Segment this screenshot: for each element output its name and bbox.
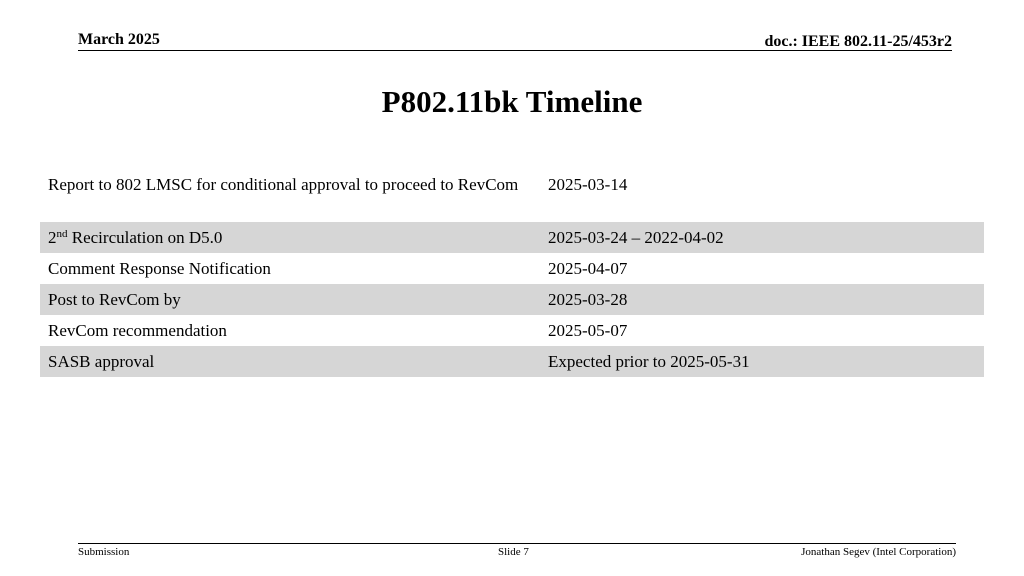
date-cell: 2025-04-07 — [548, 259, 628, 278]
date-cell: 2025-03-28 — [548, 290, 628, 309]
event-cell: Comment Response Notification — [48, 259, 271, 278]
event-cell: Report to 802 LMSC for conditional approval to proceed to RevCom — [48, 175, 519, 194]
timeline-table — [40, 169, 984, 377]
event-cell: RevCom recommendation — [48, 321, 227, 340]
date-cell: 2025-03-14 — [548, 175, 628, 194]
header-doc-id: doc.: IEEE 802.11-25/453r2 — [764, 33, 952, 50]
table-row — [40, 346, 984, 377]
footer-author: Jonathan Segev (Intel Corporation) — [801, 546, 956, 558]
footer-slide-number: Slide 7 — [498, 546, 529, 558]
event-ordinal-suffix: nd — [56, 228, 68, 240]
date-cell: Expected prior to 2025-05-31 — [548, 352, 750, 371]
table-row — [40, 315, 984, 346]
header-divider — [78, 50, 952, 51]
event-cell: Post to RevCom by — [48, 290, 181, 309]
date-cell: 2025-03-24 – 2022-04-02 — [548, 228, 724, 247]
event-cell: SASB approval — [48, 352, 155, 371]
table-row — [40, 284, 984, 315]
table-row — [40, 222, 984, 253]
footer-submission: Submission — [78, 546, 130, 558]
date-cell: 2025-05-07 — [548, 321, 628, 340]
slide-title: P802.11bk Timeline — [381, 84, 643, 119]
footer-divider — [78, 543, 956, 544]
header-date: March 2025 — [78, 31, 160, 48]
table-row — [40, 169, 984, 222]
event-cell — [40, 226, 540, 249]
event-text: Recirculation on D5.0 — [67, 228, 223, 247]
event-ordinal: 2 — [48, 228, 57, 247]
table-row — [40, 253, 984, 284]
